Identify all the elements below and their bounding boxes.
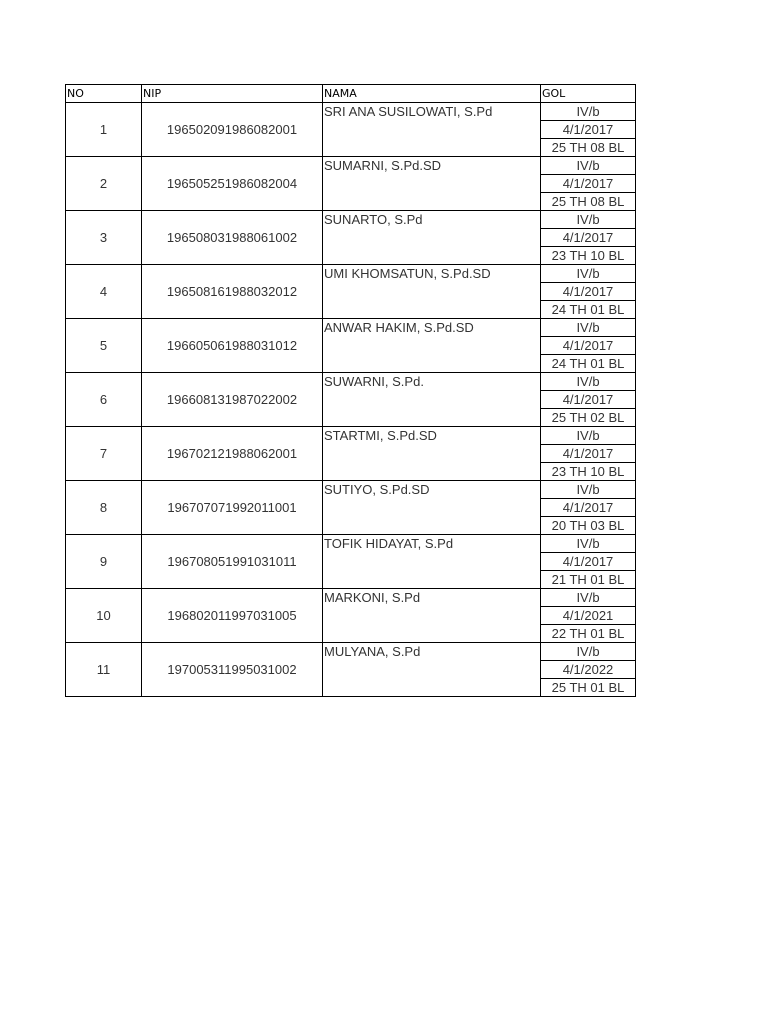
- tmt-date-cell: 4/1/2021: [541, 607, 636, 625]
- tenure-cell: 21 TH 01 BL: [541, 571, 636, 589]
- nip-cell: 197005311995031002: [142, 643, 323, 697]
- header-no: NO: [66, 85, 142, 103]
- nama-cell: ANWAR HAKIM, S.Pd.SD: [323, 319, 541, 373]
- row-number: 11: [66, 643, 142, 697]
- table-row: [66, 481, 636, 499]
- header-nama: NAMA: [323, 85, 541, 103]
- nama-cell: SRI ANA SUSILOWATI, S.Pd: [323, 103, 541, 157]
- tenure-cell: 25 TH 08 BL: [541, 139, 636, 157]
- gol-cell: IV/b: [541, 157, 636, 175]
- nama-cell: SUTIYO, S.Pd.SD: [323, 481, 541, 535]
- table-body: [66, 103, 636, 697]
- row-number: 8: [66, 481, 142, 535]
- gol-cell: IV/b: [541, 265, 636, 283]
- tmt-date-cell: 4/1/2017: [541, 337, 636, 355]
- nama-cell: SUNARTO, S.Pd: [323, 211, 541, 265]
- tmt-date-cell: 4/1/2017: [541, 175, 636, 193]
- row-number: 3: [66, 211, 142, 265]
- tmt-date-cell: 4/1/2017: [541, 445, 636, 463]
- row-number: 4: [66, 265, 142, 319]
- nip-cell: 196508161988032012: [142, 265, 323, 319]
- nip-cell: 196707071992011001: [142, 481, 323, 535]
- nip-cell: 196502091986082001: [142, 103, 323, 157]
- nama-cell: SUWARNI, S.Pd.: [323, 373, 541, 427]
- gol-cell: IV/b: [541, 427, 636, 445]
- table-row: [66, 373, 636, 391]
- tmt-date-cell: 4/1/2017: [541, 499, 636, 517]
- nip-cell: 196702121988062001: [142, 427, 323, 481]
- nama-cell: STARTMI, S.Pd.SD: [323, 427, 541, 481]
- table-row: [66, 319, 636, 337]
- tenure-cell: 25 TH 01 BL: [541, 679, 636, 697]
- header-nip: NIP: [142, 85, 323, 103]
- nama-cell: MARKONI, S.Pd: [323, 589, 541, 643]
- tmt-date-cell: 4/1/2017: [541, 121, 636, 139]
- row-number: 1: [66, 103, 142, 157]
- tenure-cell: 24 TH 01 BL: [541, 355, 636, 373]
- tmt-date-cell: 4/1/2017: [541, 391, 636, 409]
- nama-cell: MULYANA, S.Pd: [323, 643, 541, 697]
- tmt-date-cell: 4/1/2017: [541, 283, 636, 301]
- table-row: [66, 211, 636, 229]
- tenure-cell: 25 TH 02 BL: [541, 409, 636, 427]
- row-number: 9: [66, 535, 142, 589]
- nama-cell: UMI KHOMSATUN, S.Pd.SD: [323, 265, 541, 319]
- tenure-cell: 23 TH 10 BL: [541, 247, 636, 265]
- gol-cell: IV/b: [541, 643, 636, 661]
- table-row: [66, 643, 636, 661]
- nip-cell: 196608131987022002: [142, 373, 323, 427]
- table-row: [66, 589, 636, 607]
- header-gol: GOL: [541, 85, 636, 103]
- nama-cell: SUMARNI, S.Pd.SD: [323, 157, 541, 211]
- nip-cell: 196802011997031005: [142, 589, 323, 643]
- gol-cell: IV/b: [541, 589, 636, 607]
- table-row: [66, 157, 636, 175]
- tmt-date-cell: 4/1/2017: [541, 229, 636, 247]
- gol-cell: IV/b: [541, 373, 636, 391]
- row-number: 7: [66, 427, 142, 481]
- row-number: 10: [66, 589, 142, 643]
- table-row: [66, 103, 636, 121]
- tmt-date-cell: 4/1/2017: [541, 553, 636, 571]
- gol-cell: IV/b: [541, 211, 636, 229]
- gol-cell: IV/b: [541, 319, 636, 337]
- tenure-cell: 24 TH 01 BL: [541, 301, 636, 319]
- nip-cell: 196505251986082004: [142, 157, 323, 211]
- table-row: [66, 535, 636, 553]
- gol-cell: IV/b: [541, 103, 636, 121]
- nip-cell: 196708051991031011: [142, 535, 323, 589]
- table-row: [66, 427, 636, 445]
- tenure-cell: 23 TH 10 BL: [541, 463, 636, 481]
- gol-cell: IV/b: [541, 535, 636, 553]
- gol-cell: IV/b: [541, 481, 636, 499]
- nip-cell: 196508031988061002: [142, 211, 323, 265]
- row-number: 2: [66, 157, 142, 211]
- row-number: 6: [66, 373, 142, 427]
- employee-table: [65, 84, 636, 697]
- table-row: [66, 265, 636, 283]
- header-row: [66, 85, 636, 103]
- row-number: 5: [66, 319, 142, 373]
- nip-cell: 196605061988031012: [142, 319, 323, 373]
- tmt-date-cell: 4/1/2022: [541, 661, 636, 679]
- tenure-cell: 20 TH 03 BL: [541, 517, 636, 535]
- tenure-cell: 22 TH 01 BL: [541, 625, 636, 643]
- nama-cell: TOFIK HIDAYAT, S.Pd: [323, 535, 541, 589]
- tenure-cell: 25 TH 08 BL: [541, 193, 636, 211]
